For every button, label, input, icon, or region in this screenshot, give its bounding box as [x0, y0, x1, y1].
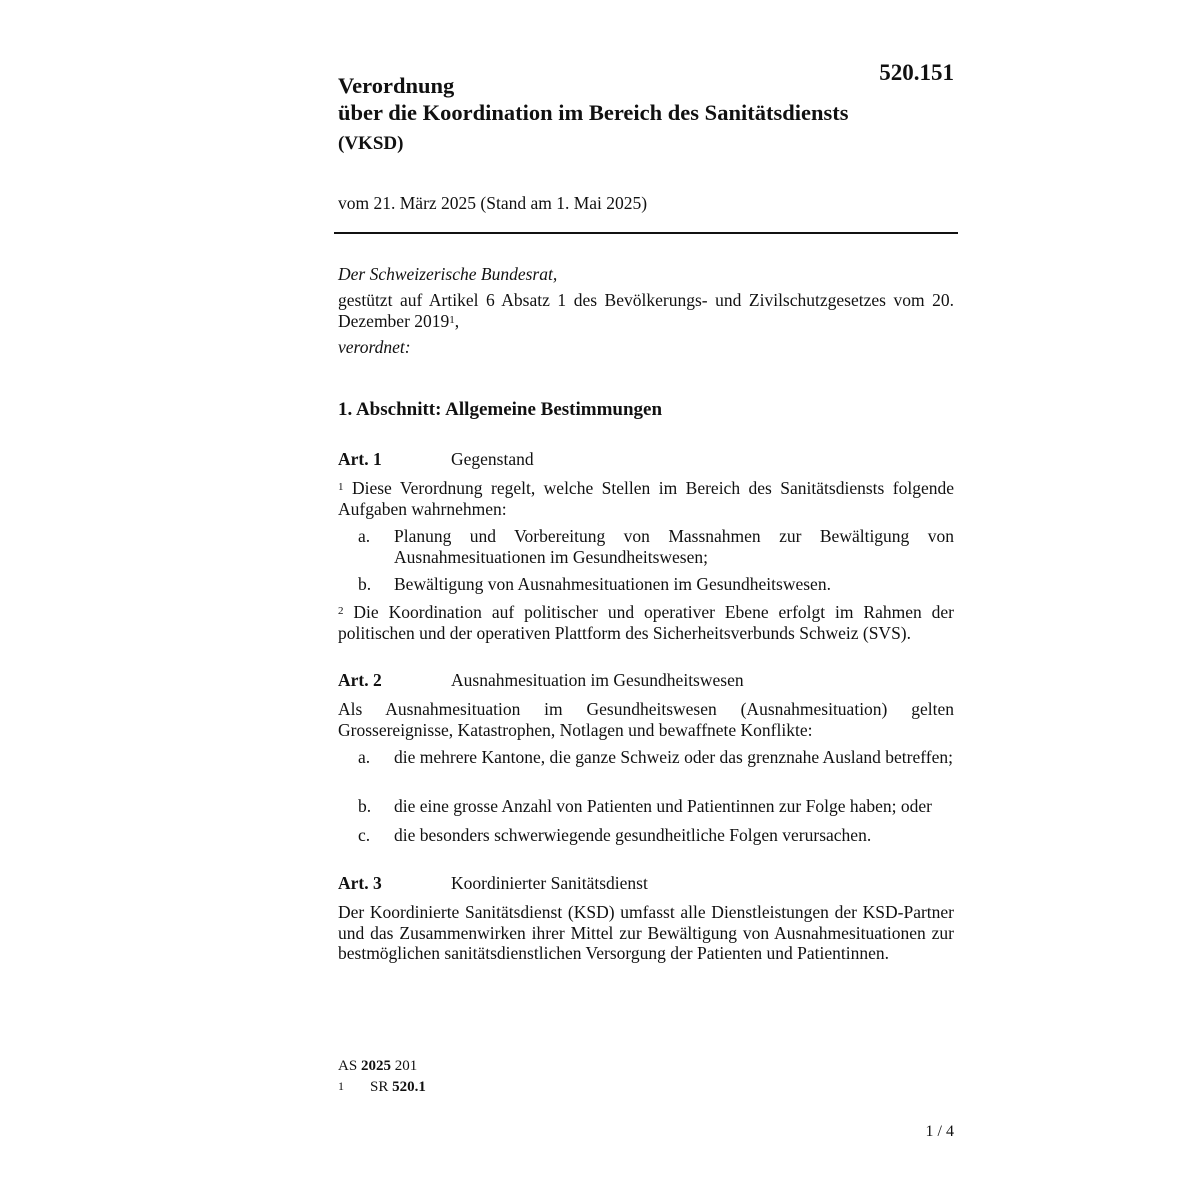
- art1-list-item-b: [358, 574, 954, 595]
- preamble-authority: Der Schweizerische Bundesrat,: [338, 264, 558, 284]
- art1-paragraph-1: [338, 478, 954, 519]
- art1-list-item-a: [358, 526, 954, 567]
- art1-paragraph-2: [338, 602, 954, 643]
- footnote-prefix: SR: [370, 1079, 389, 1095]
- footnote-number: 1: [338, 1079, 344, 1093]
- section-heading: 1. Abschnitt: Allgemeine Bestimmungen: [338, 399, 663, 420]
- art2-list-item-b: [358, 796, 954, 817]
- title-line-1: Verordnung: [338, 73, 455, 98]
- list-text: Planung und Vorbereitung von Massnahmen zur Bewältigung von Ausnahmesituationen im Gesundheitswesen;: [394, 526, 954, 567]
- list-letter: a.: [358, 747, 371, 767]
- list-letter: a.: [358, 526, 371, 546]
- art2-list-item-a: [358, 747, 954, 768]
- art2-number: Art. 2: [338, 670, 382, 690]
- art3-title: Koordinierter Sanitätsdienst: [451, 873, 648, 893]
- as-prefix: AS: [338, 1058, 358, 1074]
- preamble-enacts: verordnet:: [338, 337, 411, 357]
- art1-paragraph-2-text: Die Koordination auf politischer und operativer Ebene erfolgt im Rahmen der politischen und der operativen Plattform des Sicherheitsverbunds Schweiz (SVS).: [338, 602, 955, 643]
- header-divider: [334, 232, 958, 234]
- date-line: vom 21. März 2025 (Stand am 1. Mai 2025): [338, 193, 648, 213]
- footnote-ref: 520.1: [392, 1079, 426, 1095]
- list-letter: c.: [358, 825, 371, 845]
- sr-number: 520.151: [879, 60, 954, 85]
- art2-intro: Als Ausnahmesituation im Gesundheitswesen (Ausnahmesituation) gelten Grossereignisse, Katastrophen, Notlagen und bewaffnete Konflikte:: [338, 699, 954, 740]
- art1-paragraph-1-text: Diese Verordnung regelt, welche Stellen im Bereich des Sanitätsdiensts folgende Aufgaben wahrnehmen:: [338, 478, 954, 519]
- ordinance-title: [338, 72, 958, 156]
- art1-heading: [338, 449, 954, 470]
- art2-list-item-c: [358, 825, 954, 846]
- art3-number: Art. 3: [338, 873, 382, 893]
- footnote-1: [338, 1079, 426, 1096]
- art1-number: Art. 1: [338, 449, 382, 469]
- preamble-basis-text: gestützt auf Artikel 6 Absatz 1 des Bevölkerungs- und Zivilschutzgesetzes vom 20. Dezember 2019: [338, 290, 954, 331]
- list-text: Bewältigung von Ausnahmesituationen im Gesundheitswesen.: [394, 574, 831, 594]
- paragraph-number: 2: [338, 605, 344, 617]
- list-letter: b.: [358, 796, 372, 816]
- list-text: die eine grosse Anzahl von Patienten und Patientinnen zur Folge haben; oder: [394, 796, 932, 816]
- title-abbreviation: (VKSD): [338, 133, 404, 154]
- as-reference: [338, 1058, 417, 1075]
- preamble-basis: [338, 290, 954, 331]
- as-year: 2025: [360, 1058, 391, 1074]
- list-letter: b.: [358, 574, 372, 594]
- art1-title: Gegenstand: [451, 449, 534, 469]
- list-text: die besonders schwerwiegende gesundheitliche Folgen verursachen.: [394, 825, 872, 845]
- page-number: 1 / 4: [925, 1123, 954, 1140]
- art2-title: Ausnahmesituation im Gesundheitswesen: [451, 670, 744, 690]
- list-text: die mehrere Kantone, die ganze Schweiz oder das grenznahe Ausland betreffen;: [394, 747, 953, 767]
- art3-text: Der Koordinierte Sanitätsdienst (KSD) umfasst alle Dienstleistungen der KSD-Partner und das Zusammenwirken ihrer Mittel zur Bewältigung von Ausnahmesituationen zur bestmöglichen sanitätsdienstlichen Versorgung der Patienten und Patientinnen.: [338, 902, 954, 963]
- preamble-basis-suffix: ,: [454, 310, 460, 331]
- as-page: 201: [394, 1058, 418, 1074]
- title-line-2: über die Koordination im Bereich des Sanitätsdiensts: [338, 100, 849, 125]
- art2-heading: [338, 670, 954, 691]
- footnote-ref-1[interactable]: 1: [449, 313, 455, 326]
- paragraph-number: 1: [338, 481, 344, 493]
- art3-heading: [338, 873, 954, 894]
